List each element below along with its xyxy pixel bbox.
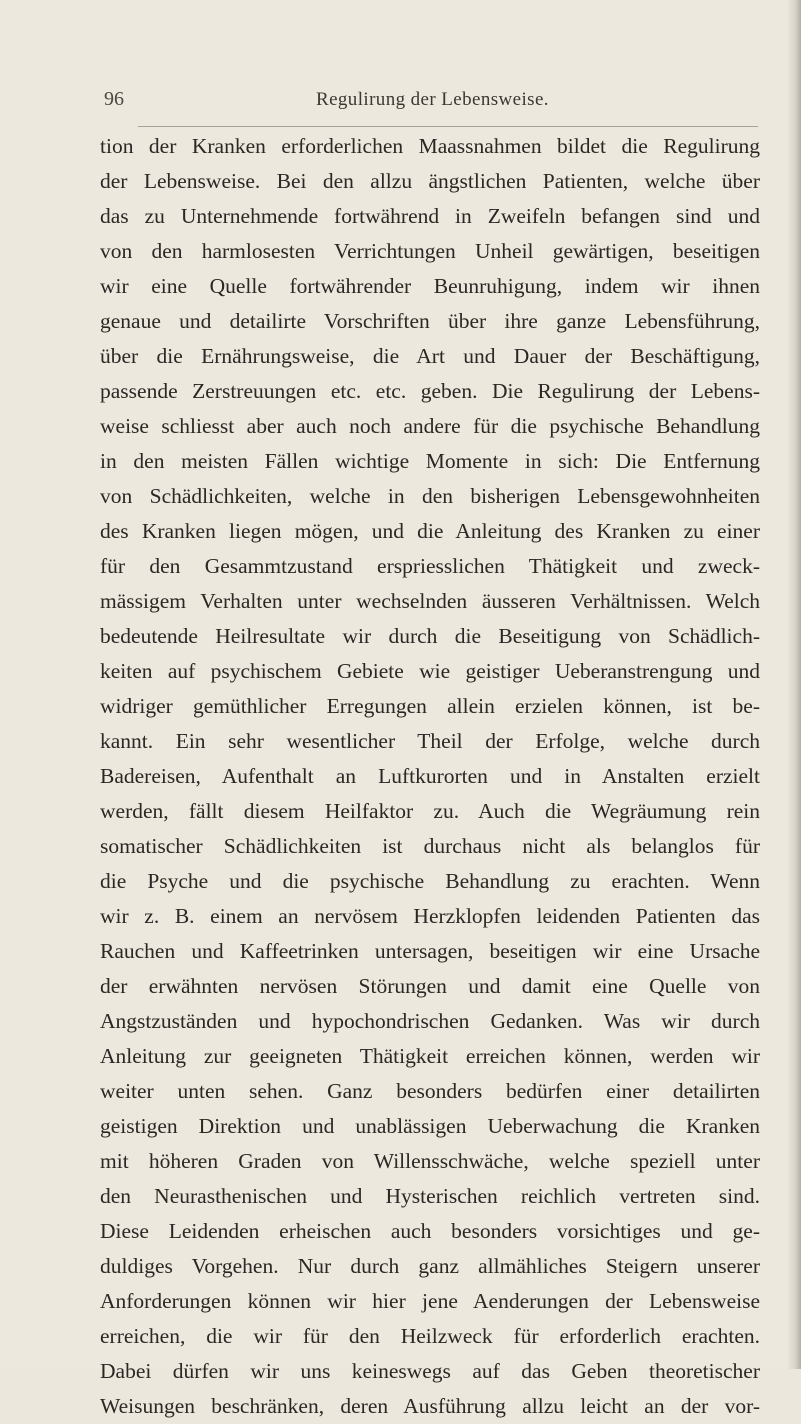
text-line: Weisungen beschränken, deren Ausführung allzu leicht an der vor- <box>100 1394 760 1418</box>
header-rule <box>138 126 758 127</box>
text-line: von den harmlosesten Verrichtungen Unheil gewärtigen, beseitigen <box>100 239 760 263</box>
page-edge-shadow <box>787 0 801 1369</box>
text-line: den Neurasthenischen und Hysterischen reichlich vertreten sind. <box>100 1184 760 1208</box>
text-line: Anforderungen können wir hier jene Aenderungen der Lebensweise <box>100 1289 760 1313</box>
text-line: wir z. B. einem an nervösem Herzklopfen leidenden Patienten das <box>100 904 760 928</box>
page-header <box>100 88 740 114</box>
text-line: widriger gemüthlicher Erregungen allein erzielen können, ist be- <box>100 694 760 718</box>
text-line: geistigen Direktion und unablässigen Ueberwachung die Kranken <box>100 1114 760 1138</box>
text-line: tion der Kranken erforderlichen Maassnahmen bildet die Regulirung <box>100 134 760 158</box>
text-line: weise schliesst aber auch noch andere für die psychische Behandlung <box>100 414 760 438</box>
body-text <box>100 129 760 1424</box>
text-line: duldiges Vorgehen. Nur durch ganz allmähliches Steigern unserer <box>100 1254 760 1278</box>
page-number: 96 <box>104 88 124 110</box>
text-line: über die Ernährungsweise, die Art und Dauer der Beschäftigung, <box>100 344 760 368</box>
text-line: somatischer Schädlichkeiten ist durchaus nicht als belanglos für <box>100 834 760 858</box>
text-line: von Schädlichkeiten, welche in den bisherigen Lebensgewohnheiten <box>100 484 760 508</box>
text-line: des Kranken liegen mögen, und die Anleitung des Kranken zu einer <box>100 519 760 543</box>
text-line: keiten auf psychischem Gebiete wie geistiger Ueberanstrengung und <box>100 659 760 683</box>
text-line: weiter unten sehen. Ganz besonders bedürfen einer detailirten <box>100 1079 760 1103</box>
running-title: Regulirung der Lebensweise. <box>316 89 549 110</box>
text-line: Badereisen, Aufenthalt an Luftkurorten und in Anstalten erzielt <box>100 764 760 788</box>
text-line: mit höheren Graden von Willensschwäche, welche speziell unter <box>100 1149 760 1173</box>
text-line: die Psyche und die psychische Behandlung zu erachten. Wenn <box>100 869 760 893</box>
text-line: Rauchen und Kaffeetrinken untersagen, beseitigen wir eine Ursache <box>100 939 760 963</box>
text-line: Diese Leidenden erheischen auch besonders vorsichtiges und ge- <box>100 1219 760 1243</box>
text-line: für den Gesammtzustand erspriesslichen Thätigkeit und zweck- <box>100 554 760 578</box>
text-line: der Lebensweise. Bei den allzu ängstlichen Patienten, welche über <box>100 169 760 193</box>
text-line: das zu Unternehmende fortwährend in Zweifeln befangen sind und <box>100 204 760 228</box>
text-line: werden, fällt diesem Heilfaktor zu. Auch die Wegräumung rein <box>100 799 760 823</box>
text-line: mässigem Verhalten unter wechselnden äusseren Verhältnissen. Welch <box>100 589 760 613</box>
text-line: Anleitung zur geeigneten Thätigkeit erreichen können, werden wir <box>100 1044 760 1068</box>
text-line: genaue und detailirte Vorschriften über ihre ganze Lebensführung, <box>100 309 760 333</box>
text-line: erreichen, die wir für den Heilzweck für erforderlich erachten. <box>100 1324 760 1348</box>
text-line: der erwähnten nervösen Störungen und damit eine Quelle von <box>100 974 760 998</box>
text-line: passende Zerstreuungen etc. etc. geben. Die Regulirung der Lebens- <box>100 379 760 403</box>
text-line: in den meisten Fällen wichtige Momente in sich: Die Entfernung <box>100 449 760 473</box>
text-line: kannt. Ein sehr wesentlicher Theil der Erfolge, welche durch <box>100 729 760 753</box>
text-line: Dabei dürfen wir uns keineswegs auf das Geben theoretischer <box>100 1359 760 1383</box>
text-line: wir eine Quelle fortwährender Beunruhigung, indem wir ihnen <box>100 274 760 298</box>
text-line: bedeutende Heilresultate wir durch die Beseitigung von Schädlich- <box>100 624 760 648</box>
text-line: Angstzuständen und hypochondrischen Gedanken. Was wir durch <box>100 1009 760 1033</box>
